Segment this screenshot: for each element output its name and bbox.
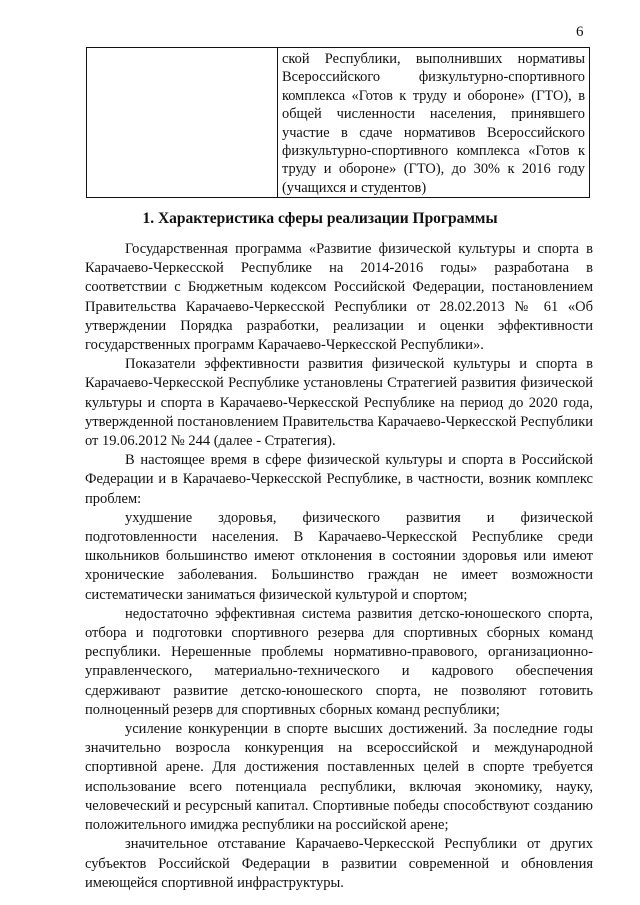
paragraph-health: ухудшение здоровья, физического развития и физической подготовленности населения. В Карачаево-Черкесской Республике среди школьников большинство имеют отклонения в состоянии здоровья или имеют хронические заболевания. Большинство граждан не имеет возможности систематически заниматься физической культурой и спортом;	[85, 509, 593, 603]
paragraph-infrastructure: значительное отставание Карачаево-Черкесской Республики от других субъектов Российской Федерации в развитии современной и обновления имеющейся спортивной инфраструктуры.	[85, 836, 593, 891]
table-cell-text: ской Республики, выполнивших нормативы Всероссийского физкультурно-спортивного комплекса «Готов к труду и обороне» (ГТО), в общей численности населения, принявшего участие в сдаче нормативов Всероссийского физкультурно-спортивного комплекса «Готов к труду и обороне» (ГТО), до 30% к 2016 году (учащихся и студентов)	[278, 48, 590, 198]
section-body	[85, 240, 593, 893]
paragraph-indicators: Показатели эффективности развития физической культуры и спорта в Карачаево-Черкесской Республике установлены Стратегией развития физической культуры и спорта в Карачаево-Черкесской Республике на период до 2020 года, утвержденной постановлением Правительства Карачаево-Черкесской Республики от 19.06.2012 № 244 (далее - Стратегия).	[85, 356, 593, 450]
paragraph-competition: усиление конкуренции в спорте высших достижений. За последние годы значительно возросла конкуренция на всероссийской и международной спортивной арене. Для достижения поставленных целей в спорте требуется использование всего потенциала республики, включая экономику, науку, человеческий и ресурсный капитал. Спортивные победы способствуют созданию положительного имиджа республики на российской арене;	[85, 721, 593, 834]
table-cell-empty	[87, 48, 278, 198]
indicator-table	[86, 47, 590, 198]
paragraph-youth-sport: недостаточно эффективная система развития детско-юношеского спорта, отбора и подготовки спортивного резерва для спортивных сборных команд республики. Нерешенные проблемы нормативно-правового, организационно-управленческого, материально-технического и кадрового обеспечения сдерживают развитие детско-юношеского спорта, не позволяют готовить полноценный резерв для спортивных сборных команд республики;	[85, 605, 593, 718]
paragraph-problems-intro: В настоящее время в сфере физической культуры и спорта в Российской Федерации и в Карачаево-Черкесской Республике, в частности, возник комплекс проблем:	[85, 452, 593, 507]
paragraph-program-basis: Государственная программа «Развитие физической культуры и спорта в Карачаево-Черкесской Республике на 2014-2016 годы» разработана в соответствии с Бюджетным кодексом Российской Федерации, постановлением Правительства Карачаево-Черкесской Республики от 28.02.2013 № 61 «Об утверждении Порядка разработки, реализации и оценки эффективности государственных программ Карачаево-Черкесской Республики».	[85, 241, 593, 354]
page-number: 6	[576, 24, 584, 40]
table-row	[87, 48, 590, 198]
section-heading: 1. Характеристика сферы реализации Программы	[142, 210, 498, 227]
